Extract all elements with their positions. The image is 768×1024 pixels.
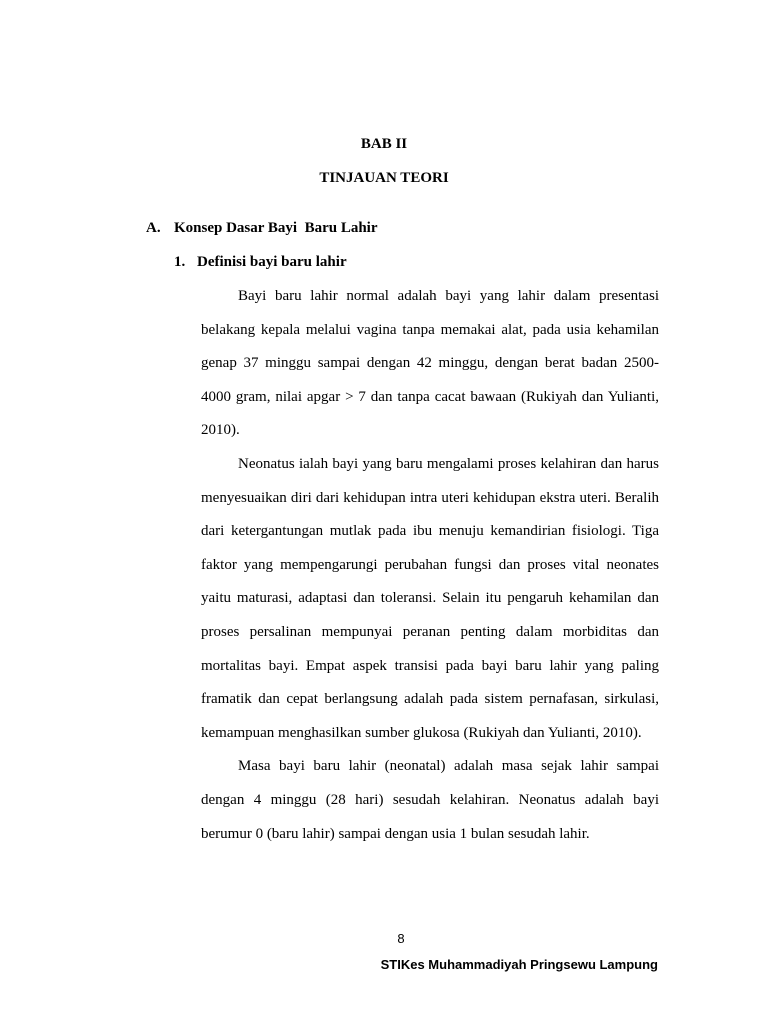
paragraph-3: Masa bayi baru lahir (neonatal) adalah masa sejak lahir sampai dengan 4 minggu (28 hari) sesudah kelahiran. Neonatus adalah bayi berumur 0 (baru lahir) sampai dengan usia 1 bulan sesudah lahir. <box>201 758 659 842</box>
subsection-label: 1. <box>174 254 186 270</box>
paragraph-1: Bayi baru lahir normal adalah bayi yang lahir dalam presentasi belakang kepala melalui vagina tanpa memakai alat, pada usia kehamilan genap 37 minggu sampai dengan 42 minggu, dengan berat badan 2500-4000 gram, nilai apgar > 7 dan tanpa cacat bawaan (Rukiyah dan Yulianti, 2010). <box>201 288 659 439</box>
section-heading <box>146 220 378 237</box>
chapter-title: TINJAUAN TEORI <box>319 170 449 186</box>
body-text <box>201 280 659 851</box>
section-title: Konsep Dasar Bayi Baru Lahir <box>174 220 378 236</box>
chapter-number: BAB II <box>360 136 408 152</box>
paragraph-2: Neonatus ialah bayi yang baru mengalami proses kelahiran dan harus menyesuaikan diri dari kehidupan intra uteri kehidupan ekstra uteri. Beralih dari ketergantungan mutlak pada ibu menuju kemandirian fisiologi. Tiga faktor yang mempengarungi perubahan fungsi dan proses vital neonates yaitu maturasi, adaptasi dan toleransi. Selain itu pengaruh kehamilan dan proses persalinan mempunyai peranan penting dalam morbiditas dan mortalitas bayi. Empat aspek transisi pada bayi baru lahir yang paling framatik dan cepat berlangsung adalah pada sistem pernafasan, sirkulasi, kemampuan menghasilkan sumber glukosa (Rukiyah dan Yulianti, 2010). <box>201 455 659 741</box>
page-number: 8 <box>397 931 405 946</box>
footer-institution: STIKes Muhammadiyah Pringsewu Lampung <box>380 957 658 972</box>
subsection-heading <box>174 254 347 271</box>
section-label: A. <box>146 220 161 236</box>
subsection-title: Definisi bayi baru lahir <box>197 254 347 270</box>
